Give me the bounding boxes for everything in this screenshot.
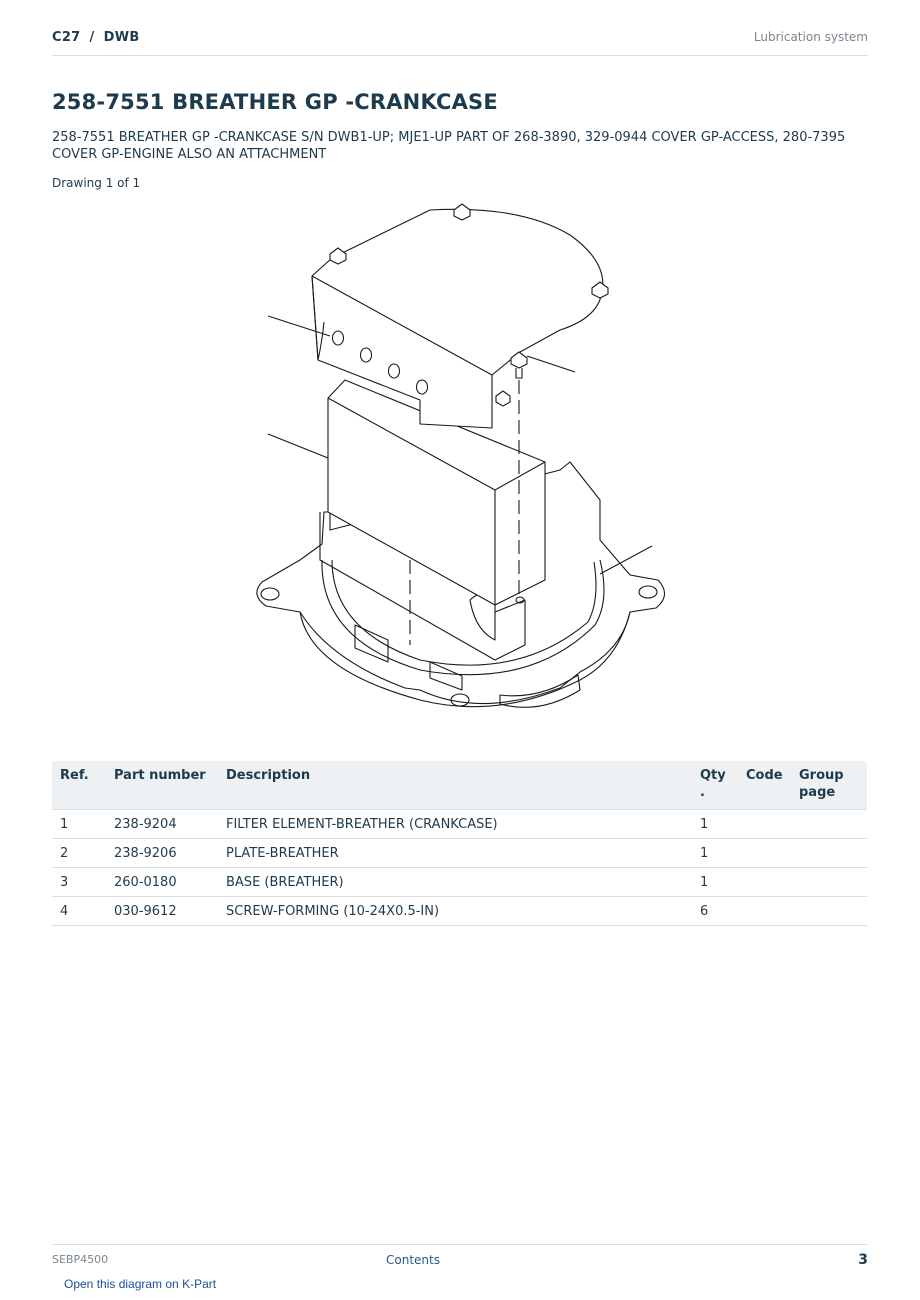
part-number-cell: 238-9204 — [106, 810, 218, 839]
serial-prefix-label: DWB — [103, 30, 140, 45]
description-cell: PLATE-BREATHER — [218, 839, 692, 868]
callout-leader-3 — [527, 356, 575, 372]
column-header-description: Description — [218, 761, 692, 810]
table-row — [52, 839, 867, 868]
code-cell — [738, 897, 791, 926]
group-page-cell — [791, 868, 867, 897]
qty-cell: 1 — [692, 868, 738, 897]
breather-exploded-diagram — [240, 195, 680, 740]
qty-cell: 1 — [692, 839, 738, 868]
column-header-qty: Qty . — [692, 761, 738, 810]
code-cell — [738, 839, 791, 868]
column-header-code: Code — [738, 761, 791, 810]
breadcrumb — [52, 30, 140, 45]
group-page-cell — [791, 839, 867, 868]
callout-leader-2 — [268, 434, 328, 458]
group-description: 258-7551 BREATHER GP -CRANKCASE S/N DWB1-UP; MJE1-UP PART OF 268-3890, 329-0944 COVER GP-ACCESS, 280-7395 COVER GP-ENGINE ALSO AN ATTACHMENT — [52, 130, 846, 162]
parts-table-header-row — [52, 761, 867, 810]
table-row — [52, 810, 867, 839]
ref-cell: 1 — [52, 810, 106, 839]
column-header-group-page: Group page — [791, 761, 867, 810]
footer-divider — [52, 1244, 868, 1245]
part-number-cell: 238-9206 — [106, 839, 218, 868]
ref-cell: 2 — [52, 839, 106, 868]
description-cell: SCREW-FORMING (10-24X0.5-IN) — [218, 897, 692, 926]
open-in-kpart-link[interactable]: Open this diagram on K-Part — [64, 1277, 217, 1291]
qty-cell: 1 — [692, 810, 738, 839]
description-cell: FILTER ELEMENT-BREATHER (CRANKCASE) — [218, 810, 692, 839]
page-header — [52, 28, 868, 56]
table-row — [52, 868, 867, 897]
description-cell: BASE (BREATHER) — [218, 868, 692, 897]
breadcrumb-separator: / — [89, 30, 95, 45]
ref-cell: 4 — [52, 897, 106, 926]
group-page-cell — [791, 810, 867, 839]
part-number-cell: 030-9612 — [106, 897, 218, 926]
page-title: 258-7551 BREATHER GP -CRANKCASE — [52, 90, 498, 114]
contents-link[interactable]: Contents — [386, 1253, 440, 1267]
drawing-label: Drawing 1 of 1 — [52, 176, 141, 190]
page-number: 3 — [858, 1252, 868, 1268]
code-cell — [738, 868, 791, 897]
document-id: SEBP4500 — [52, 1253, 109, 1266]
table-row — [52, 897, 867, 926]
group-page-cell — [791, 897, 867, 926]
model-label: C27 — [52, 30, 81, 45]
part-number-cell: 260-0180 — [106, 868, 218, 897]
qty-cell: 6 — [692, 897, 738, 926]
ref-cell: 3 — [52, 868, 106, 897]
column-header-part-number: Part number — [106, 761, 218, 810]
section-title: Lubrication system — [753, 30, 868, 44]
column-header-ref: Ref. — [52, 761, 106, 810]
parts-table — [52, 761, 867, 926]
code-cell — [738, 810, 791, 839]
